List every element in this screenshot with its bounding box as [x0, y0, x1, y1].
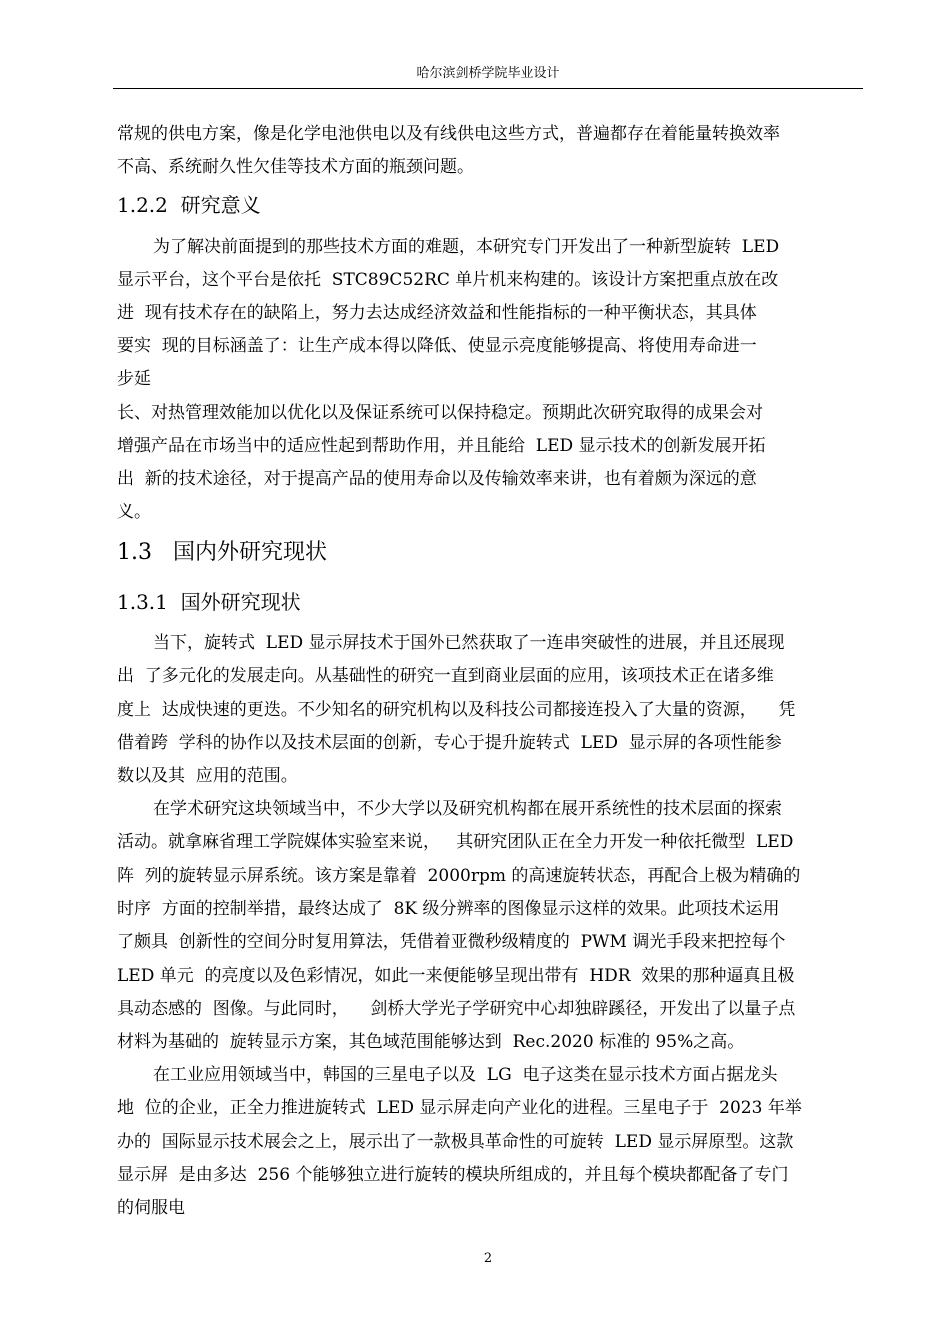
body-line: 活动。就拿麻省理工学院媒体实验室来说， 其研究团队正在全力开发一种依托微型 LED [117, 832, 794, 852]
body-line: 具动态感的 图像。与此同时， 剑桥大学光子学研究中心却独辟蹊径，开发出了以量子点 [117, 999, 796, 1019]
body-line: 了颇具 创新性的空间分时复用算法，凭借着亚微秒级精度的 PWM 调光手段来把控每个 [117, 932, 786, 952]
body-line: 办的 国际显示技术展会之上，展示出了一款极具革命性的可旋转 LED 显示屏原型。这款 [117, 1132, 794, 1152]
body-line: 材料为基础的 旋转显示方案，其色域范围能够达到 Rec.2020 标准的 95%之高。 [117, 1032, 745, 1052]
body-line: 显示屏 是由多达 256 个能够独立进行旋转的模块所组成的，并且每个模块都配备了专门 [117, 1165, 789, 1185]
body-line: 显示平台，这个平台是依托 STC89C52RC 单片机来构建的。该设计方案把重点放在改 [117, 270, 779, 290]
body-line: 长、对热管理效能加以优化以及保证系统可以保持稳定。预期此次研究取得的成果会对 [117, 403, 763, 423]
body-line: 借着跨 学科的协作以及技术层面的创新，专心于提升旋转式 LED 显示屏的各项性能参 [117, 733, 782, 753]
body-line: 在学术研究这块领域当中，不少大学以及研究机构都在展开系统性的技术层面的探索 [153, 799, 782, 819]
body-line: 出 了多元化的发展走向。从基础性的研究一直到商业层面的应用，该项技术正在诸多维 [117, 666, 774, 686]
body-line: 常规的供电方案，像是化学电池供电以及有线供电这些方式，普遍都存在着能量转换效率 [117, 124, 780, 144]
body-line: 时序 方面的控制举措，最终达成了 8K 级分辨率的图像显示这样的效果。此项技术运用 [117, 899, 780, 919]
body-line: 当下，旋转式 LED 显示屏技术于国外已然获取了一连串突破性的进展，并且还展现 [153, 633, 785, 653]
page-number: 2 [483, 1251, 493, 1266]
body-line: 要实 现的目标涵盖了：让生产成本得以降低、使显示亮度能够提高、将使用寿命进一 [117, 336, 757, 356]
page-header: 哈尔滨剑桥学院毕业设计 [416, 66, 560, 81]
body-line: 为了解决前面提到的那些技术方面的难题，本研究专门开发出了一种新型旋转 LED [153, 237, 780, 257]
body-line: LED 单元 的亮度以及色彩情况，如此一来便能够呈现出带有 HDR 效果的那种逼真且极 [117, 966, 795, 986]
body-line: 在工业应用领域当中，韩国的三星电子以及 LG 电子这类在显示技术方面占据龙头 [153, 1065, 778, 1085]
body-line: 进 现有技术存在的缺陷上，努力去达成经济效益和性能指标的一种平衡状态，其具体 [117, 303, 757, 323]
section-heading-1-3: 1.3 国内外研究现状 [117, 540, 327, 565]
body-line: 不高、系统耐久性欠佳等技术方面的瓶颈问题。 [117, 157, 474, 177]
body-line: 步延 [117, 369, 151, 389]
body-line: 增强产品在市场当中的适应性起到帮助作用，并且能给 LED 显示技术的创新发展开拓 [117, 436, 766, 456]
body-line: 数以及其 应用的范围。 [117, 766, 298, 786]
header-rule [113, 88, 863, 89]
section-heading-1-3-1: 1.3.1 国外研究现状 [117, 590, 301, 614]
body-line: 地 位的企业，正全力推进旋转式 LED 显示屏走向产业化的进程。三星电子于 2023 年举 [117, 1098, 802, 1118]
body-line: 的伺服电 [117, 1198, 185, 1218]
section-heading-1-2-2: 1.2.2 研究意义 [117, 193, 261, 217]
body-line: 阵 列的旋转显示屏系统。该方案是靠着 2000rpm 的高速旋转状态，再配合上极为精确的 [117, 866, 801, 886]
body-line: 义。 [117, 502, 151, 522]
body-line: 出 新的技术途径，对于提高产品的使用寿命以及传输效率来讲，也有着颇为深远的意 [117, 469, 757, 489]
body-line: 度上 达成快速的更迭。不少知名的研究机构以及科技公司都接连投入了大量的资源， 凭 [117, 700, 796, 720]
